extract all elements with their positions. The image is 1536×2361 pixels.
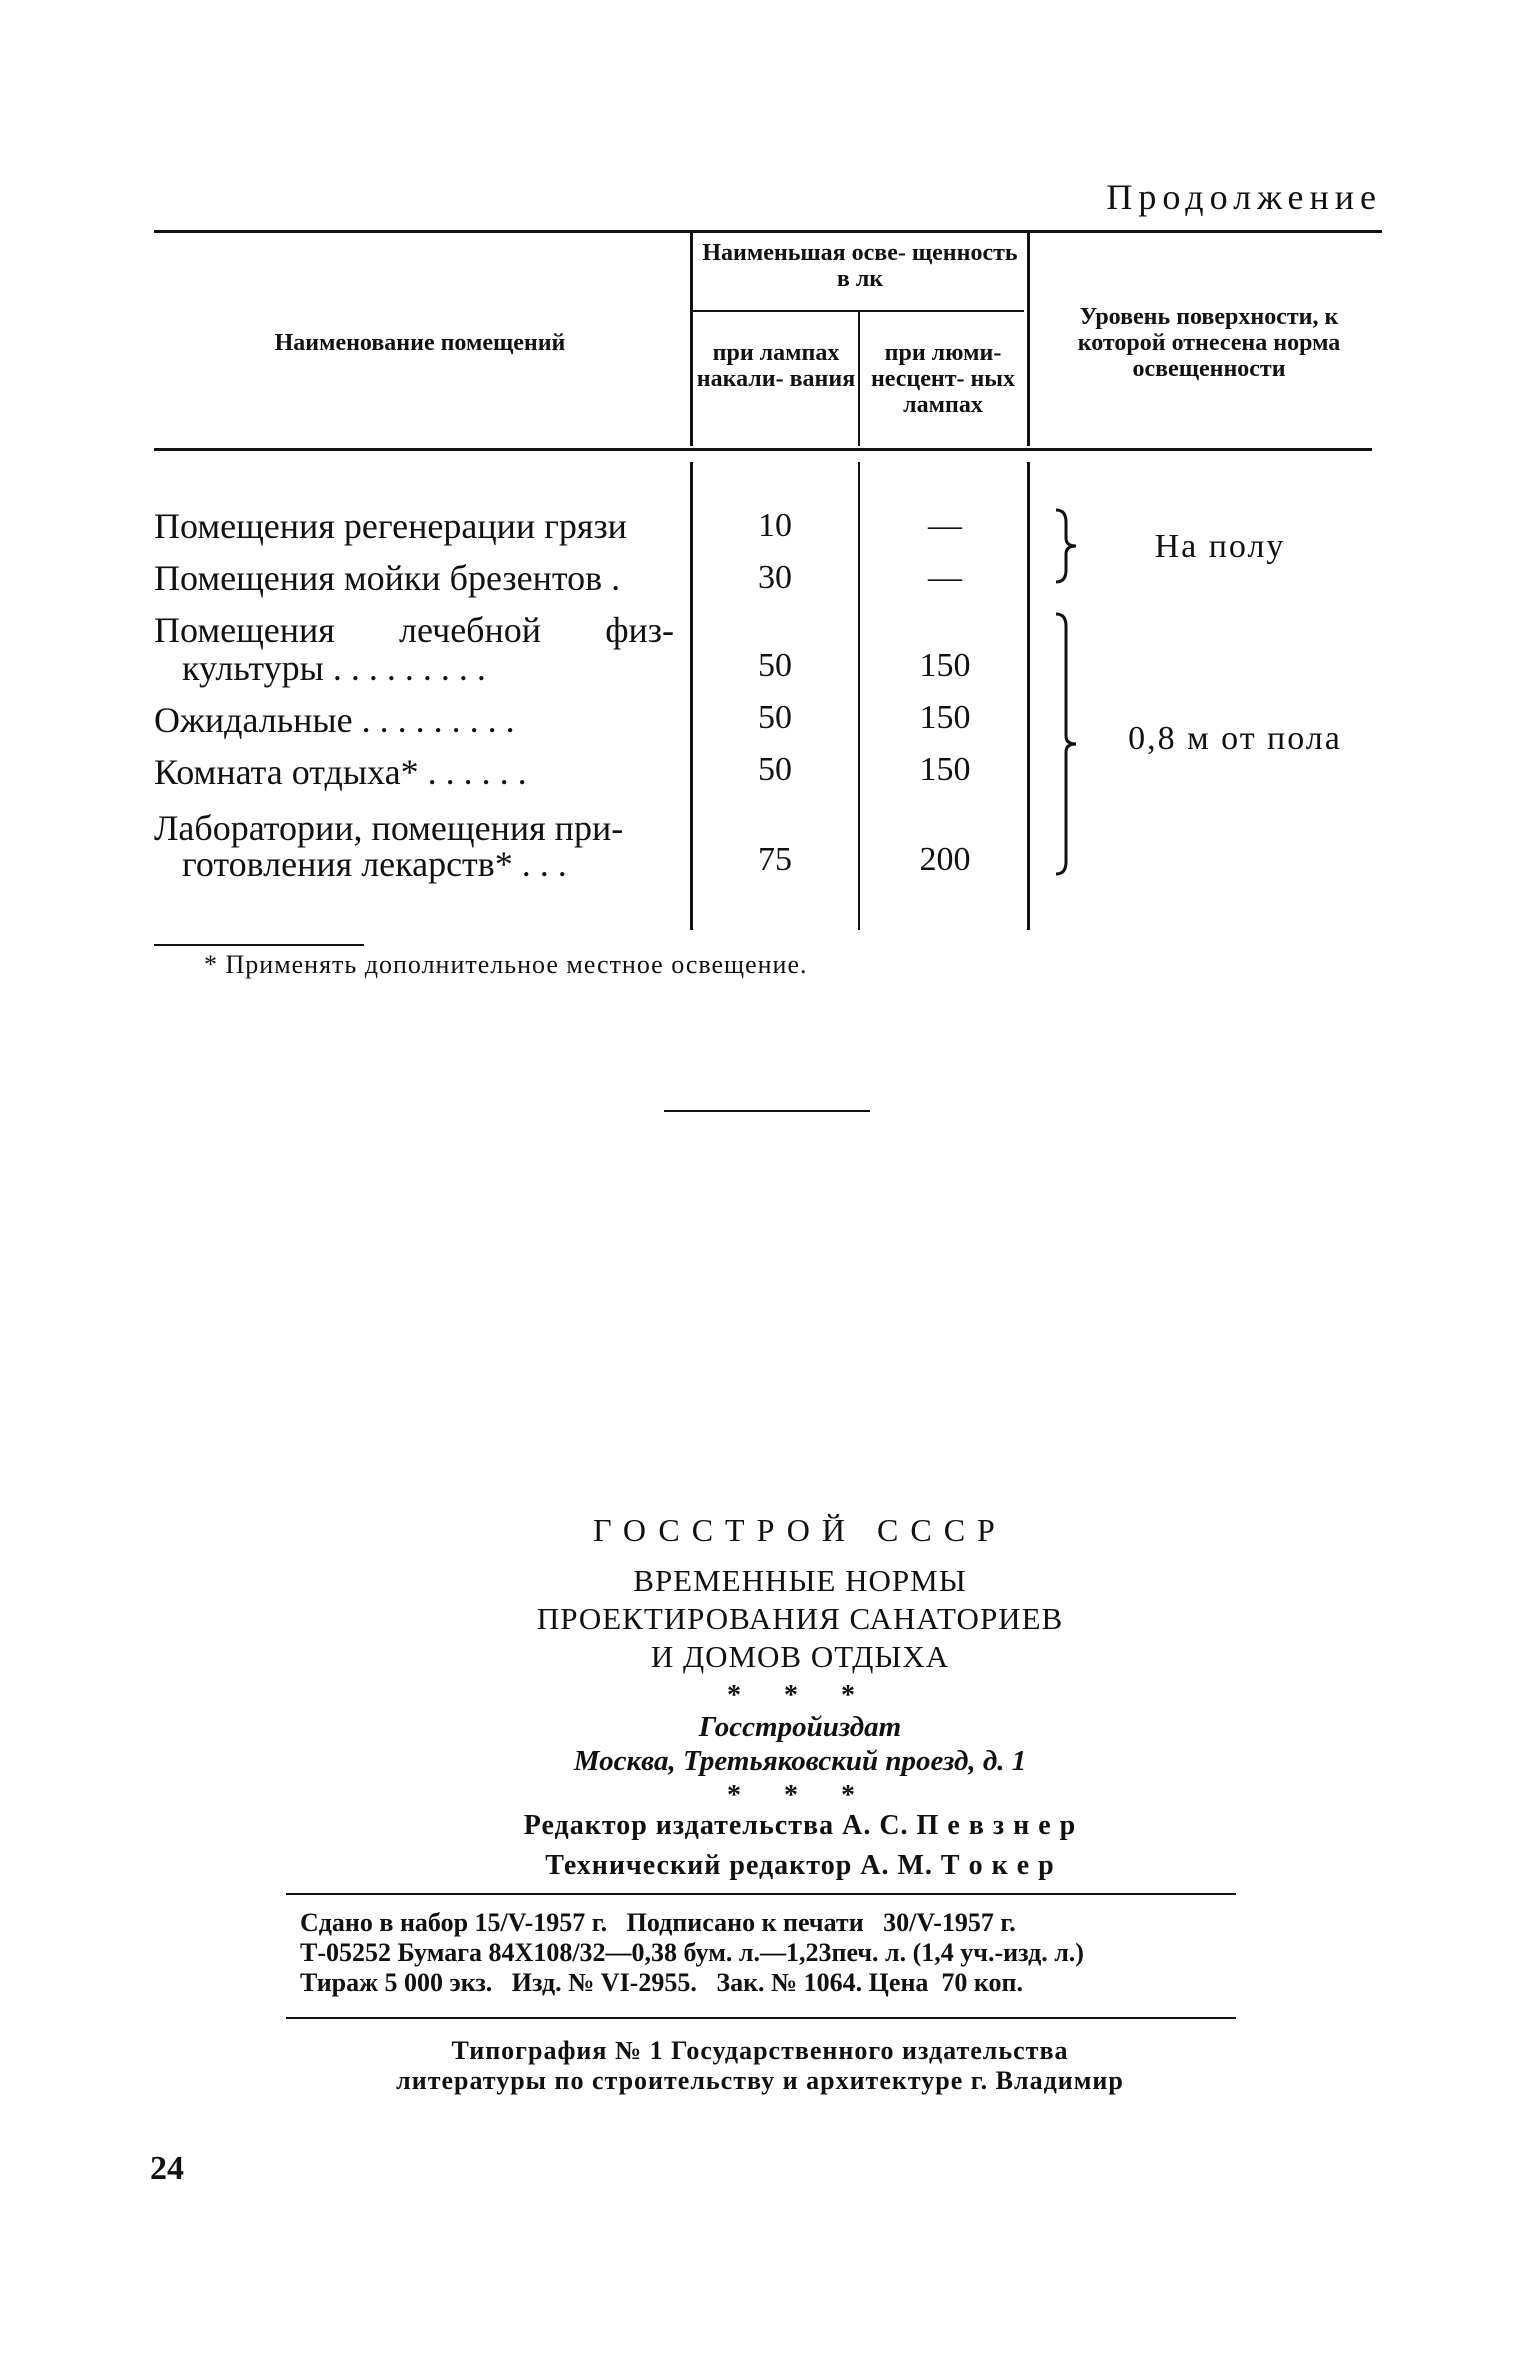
- row-4-incandescent: 50: [758, 699, 792, 736]
- continuation-label: Продолжение: [1106, 177, 1382, 217]
- print-line-2: Т-05252 Бумага 84Х108/32—0,38 бум. л.—1,23печ. л. (1,4 уч.-изд. л.): [300, 1938, 1084, 1967]
- col-divider-3-body: [1027, 462, 1030, 930]
- imprint-org: ГОССТРОЙ СССР: [593, 1512, 1007, 1548]
- row-3-fluorescent: 150: [919, 647, 971, 684]
- row-4-name: Ожидальные . . . . . . . . .: [154, 700, 515, 740]
- typography-line-2: литературы по строительству и архитектуре г. Владимир: [396, 2066, 1124, 2095]
- row-6-fluorescent: 200: [919, 841, 971, 878]
- imprint-stars: * * *: [727, 1680, 873, 1711]
- row-3-name-line1: Помещения лечебной физ-: [154, 610, 674, 650]
- imprint-title-line-3: И ДОМОВ ОТДЫХА: [650, 1639, 950, 1674]
- imprint-title-line-1: ВРЕМЕННЫЕ НОРМЫ: [633, 1563, 967, 1598]
- imprint-rule-top: [286, 1893, 1236, 1895]
- row-6-name-line2: готовления лекарств* . . .: [182, 844, 567, 884]
- level-floor: На полу: [1154, 528, 1286, 565]
- print-line-3: Тираж 5 000 экз. Изд. № VI-2955. Зак. № 1064. Цена 70 коп.: [300, 1968, 1024, 1997]
- row-5-name: Комната отдыха* . . . . . .: [154, 752, 527, 792]
- row-1-incandescent: 10: [758, 507, 792, 544]
- row-2-name: Помещения мойки брезентов .: [154, 558, 621, 598]
- imprint-title-line-2: ПРОЕКТИРОВАНИЯ САНАТОРИЕВ: [536, 1601, 1064, 1636]
- row-1-fluorescent: —: [928, 507, 962, 544]
- brace-height-icon: [1052, 612, 1082, 876]
- header-surface-level: Уровень поверхности, к которой отнесена норма освещенности: [1077, 304, 1341, 382]
- table-top-rule: [154, 230, 1382, 233]
- imprint-address: Москва, Третьяковский проезд, д. 1: [573, 1745, 1027, 1777]
- header-fluorescent: при люми- несцент- ных лампах: [870, 340, 1016, 418]
- row-6-name-line1: Лаборатории, помещения при-: [154, 808, 624, 848]
- header-room-name: Наименование помещений: [274, 330, 566, 356]
- header-min-illuminance: Наименьшая осве- щенность в лк: [702, 240, 1018, 292]
- print-line-1: Сдано в набор 15/V-1957 г. Подписано к печати 30/V-1957 г.: [300, 1908, 1016, 1937]
- imprint-title: [300, 1562, 1300, 1676]
- footnote-rule: [154, 944, 364, 946]
- level-height: 0,8 м от пола: [1128, 720, 1342, 757]
- imprint-editor: Редактор издательства А. С. П е в з н е р: [523, 1810, 1077, 1841]
- imprint-stars-2: * * *: [727, 1780, 873, 1811]
- imprint-publisher: Госстройиздат: [698, 1711, 902, 1743]
- row-5-incandescent: 50: [758, 751, 792, 788]
- footnote: * Применять дополнительное местное освещение.: [204, 950, 808, 979]
- col-divider-2: [858, 312, 860, 446]
- col-divider-2-body: [858, 462, 860, 930]
- row-3-name-line2: культуры . . . . . . . . .: [182, 648, 486, 688]
- brace-floor-icon: [1052, 508, 1082, 584]
- row-6-incandescent: 75: [758, 841, 792, 878]
- section-separator: [664, 1110, 870, 1112]
- imprint-tech-editor: Технический редактор А. М. Т о к е р: [545, 1850, 1055, 1881]
- row-2-fluorescent: —: [928, 559, 962, 596]
- row-2-incandescent: 30: [758, 559, 792, 596]
- typography-line-1: Типография № 1 Государственного издательства: [451, 2036, 1069, 2065]
- row-1-name: Помещения регенерации грязи: [154, 506, 627, 546]
- row-4-fluorescent: 150: [919, 699, 971, 736]
- imprint-rule-bottom: [286, 2017, 1236, 2019]
- col-divider-1: [690, 232, 693, 446]
- row-3-incandescent: 50: [758, 647, 792, 684]
- header-bottom-rule: [154, 448, 1372, 451]
- col-divider-3: [1027, 232, 1030, 446]
- page-number: 24: [150, 2150, 184, 2187]
- header-incandescent: при лампах накали- вания: [696, 340, 856, 392]
- row-5-fluorescent: 150: [919, 751, 971, 788]
